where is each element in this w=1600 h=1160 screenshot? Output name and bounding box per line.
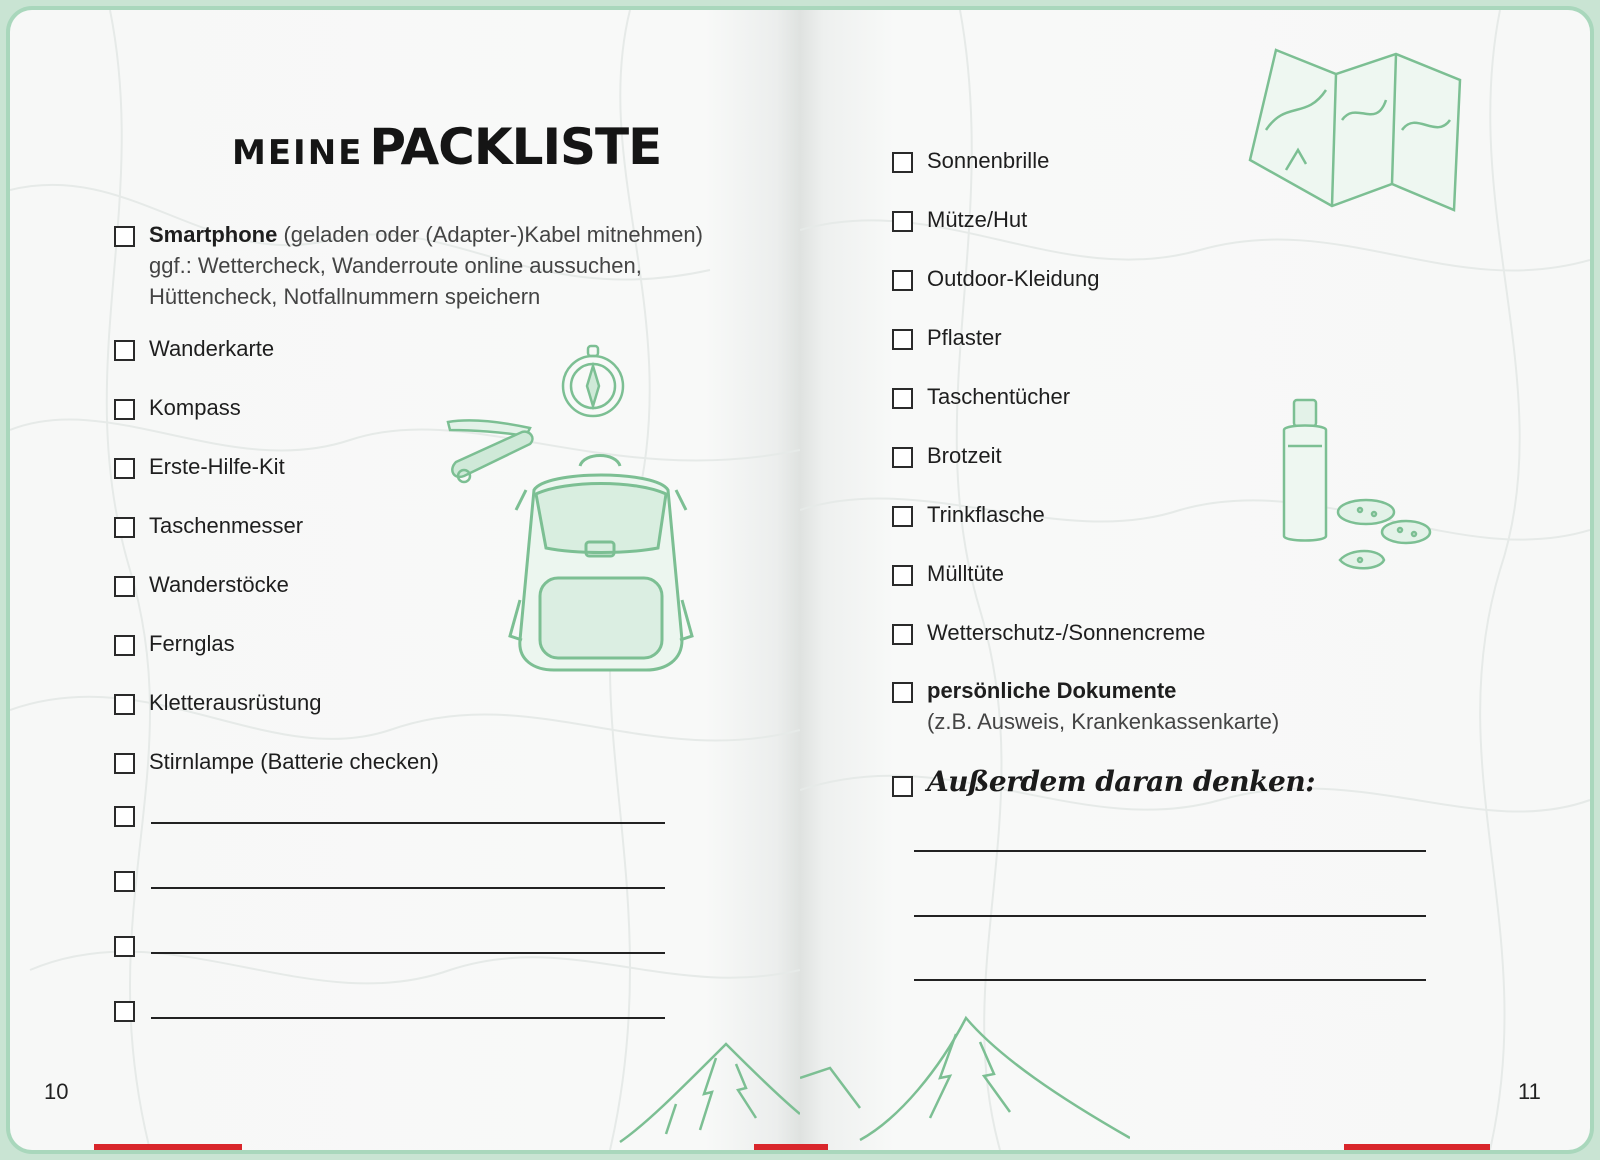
checklist-item-taschentuecher[interactable]: Taschentücher — [892, 386, 1070, 412]
mountains-icon — [800, 1008, 1130, 1150]
checkbox[interactable] — [892, 776, 913, 797]
checkbox[interactable] — [892, 329, 913, 350]
page-number: 10 — [44, 1079, 69, 1104]
checklist-item-pflaster[interactable]: Pflaster — [892, 327, 1002, 353]
blank-checklist-item[interactable] — [114, 869, 665, 892]
checkbox[interactable] — [114, 458, 135, 479]
page-title: MEINE PACKLISTE — [232, 118, 662, 176]
checklist-item-wetterschutz[interactable]: Wetterschutz-/Sonnencreme — [892, 622, 1205, 648]
checkbox[interactable] — [114, 936, 135, 957]
checkbox[interactable] — [892, 682, 913, 703]
checkbox[interactable] — [892, 388, 913, 409]
write-line[interactable] — [914, 915, 1426, 917]
checkbox[interactable] — [892, 152, 913, 173]
checklist-item-erste-hilfe-kit[interactable]: Erste-Hilfe-Kit — [114, 456, 285, 482]
checklist-item-stirnlampe[interactable]: Stirnlampe (Batterie checken) — [114, 751, 439, 777]
cookies-icon — [1330, 494, 1434, 584]
checkbox[interactable] — [114, 576, 135, 597]
checkbox[interactable] — [114, 226, 135, 247]
checklist-item-ausserdem[interactable]: Außerdem daran denken: — [892, 774, 1315, 798]
write-line[interactable] — [151, 822, 665, 824]
checklist-item-sonnenbrille[interactable]: Sonnenbrille — [892, 150, 1049, 176]
checkbox[interactable] — [892, 565, 913, 586]
ribbon-marker — [1344, 1144, 1490, 1150]
checkbox[interactable] — [114, 1001, 135, 1022]
write-line[interactable] — [151, 1017, 665, 1019]
left-page — [10, 10, 800, 1150]
checkbox[interactable] — [892, 624, 913, 645]
page-number: 11 — [1518, 1079, 1541, 1104]
compass-icon — [558, 342, 628, 422]
checkbox[interactable] — [114, 806, 135, 827]
checklist-item-kletterausruestung[interactable]: Kletterausrüstung — [114, 692, 321, 718]
ribbon-marker — [94, 1144, 242, 1150]
right-page — [800, 10, 1590, 1150]
checkbox[interactable] — [892, 447, 913, 468]
checklist-item-outdoor-kleidung[interactable]: Outdoor-Kleidung — [892, 268, 1099, 294]
checklist-item-taschenmesser[interactable]: Taschenmesser — [114, 515, 303, 541]
checklist-item-muelltuete[interactable]: Mülltüte — [892, 563, 1004, 589]
blank-checklist-item[interactable] — [114, 804, 665, 827]
checkbox[interactable] — [114, 871, 135, 892]
checkbox[interactable] — [892, 270, 913, 291]
checklist-item-fernglas[interactable]: Fernglas — [114, 633, 235, 659]
checklist-item-wanderkarte[interactable]: Wanderkarte — [114, 338, 274, 364]
write-line[interactable] — [914, 850, 1426, 852]
ribbon-marker — [754, 1144, 800, 1150]
checkbox[interactable] — [114, 694, 135, 715]
folded-map-icon — [1246, 40, 1466, 216]
checklist-item-wanderstoecke[interactable]: Wanderstöcke — [114, 574, 289, 600]
blank-checklist-item[interactable] — [114, 999, 665, 1022]
checkbox[interactable] — [114, 399, 135, 420]
checklist-item-kompass[interactable]: Kompass — [114, 397, 241, 423]
checklist-item-brotzeit[interactable]: Brotzeit — [892, 445, 1002, 471]
open-book — [6, 6, 1594, 1154]
checkbox[interactable] — [114, 635, 135, 656]
write-line[interactable] — [151, 952, 665, 954]
ribbon-marker — [800, 1144, 828, 1150]
checklist-item-smartphone[interactable]: Smartphone (geladen oder (Adapter-)Kabel mitnehmen) ggf.: Wettercheck, Wanderroute online aussuchen, Hüttencheck, Notfallnummern speichern — [114, 224, 703, 312]
water-bottle-icon — [1276, 396, 1336, 546]
checkbox[interactable] — [892, 211, 913, 232]
checklist-item-dokumente[interactable]: persönliche Dokumente (z.B. Ausweis, Krankenkassenkarte) — [892, 680, 1279, 737]
checklist-item-trinkflasche[interactable]: Trinkflasche — [892, 504, 1045, 530]
checkbox[interactable] — [114, 340, 135, 361]
blank-checklist-item[interactable] — [114, 934, 665, 957]
backpack-icon — [506, 450, 696, 680]
write-line[interactable] — [151, 887, 665, 889]
checkbox[interactable] — [114, 517, 135, 538]
checkbox[interactable] — [892, 506, 913, 527]
checklist-item-muetze-hut[interactable]: Mütze/Hut — [892, 209, 1027, 235]
mountains-icon — [616, 1034, 800, 1150]
checkbox[interactable] — [114, 753, 135, 774]
write-line[interactable] — [914, 979, 1426, 981]
